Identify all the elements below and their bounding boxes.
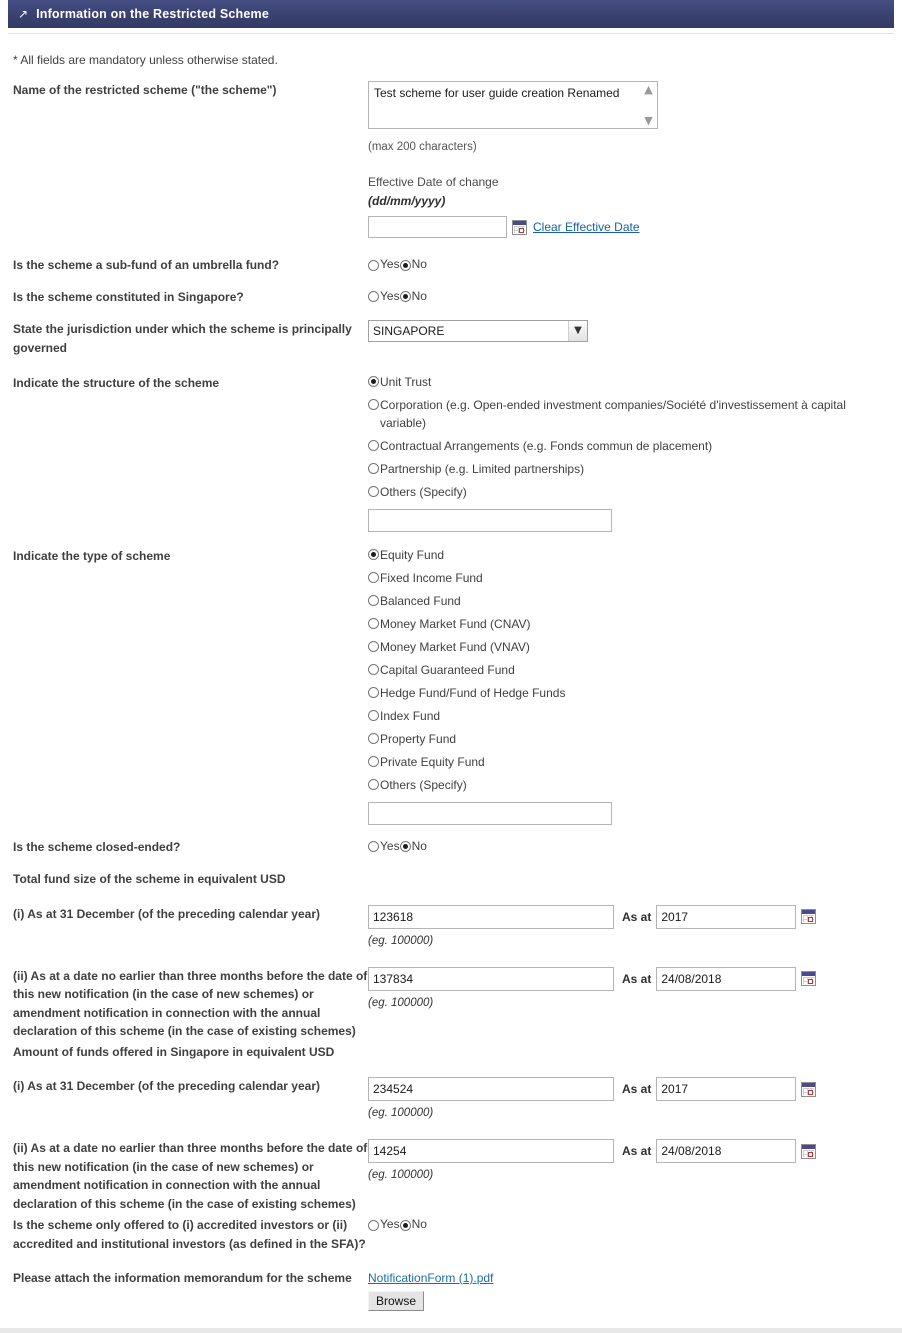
field-row-constituted-sg: [8, 288, 894, 307]
accredited-only-option-yes[interactable]: [368, 1216, 400, 1232]
total-fund-size-heading-row: [8, 870, 894, 889]
radio-circle: [368, 486, 379, 497]
radio-circle: [368, 687, 379, 698]
scheme-type-option-property[interactable]: [368, 731, 894, 749]
scheme-name-max-hint: (max 200 characters): [368, 141, 477, 153]
funds-offered-row-i-inputs: [368, 1077, 894, 1101]
total-fund-size-row-i-label: (i) As at 31 December (of the preceding calendar year): [13, 906, 320, 921]
radio-label: No: [411, 838, 427, 853]
radio-circle: [368, 549, 379, 560]
field-row-scheme-type: [8, 547, 894, 825]
scheme-type-option-index[interactable]: [368, 708, 894, 726]
radio-label: Property Fund: [380, 731, 457, 746]
radio-label: Yes: [380, 838, 400, 853]
arrow-up-right-icon: ↗: [18, 7, 29, 21]
sub-fund-label: Is the scheme a sub-fund of an umbrella fund?: [13, 258, 280, 272]
radio-circle: [368, 463, 379, 474]
radio-circle: [368, 440, 379, 451]
scheme-type-label: Indicate the type of scheme: [13, 548, 171, 563]
scheme-type-option-hedge[interactable]: [368, 685, 894, 703]
calendar-icon[interactable]: [801, 971, 816, 986]
radio-circle: [368, 595, 379, 606]
radio-label: Contractual Arrangements (e.g. Fonds commun de placement): [380, 438, 713, 453]
structure-others-input[interactable]: [368, 509, 612, 532]
scheme-type-option-others[interactable]: [368, 777, 894, 795]
constituted-sg-option-yes[interactable]: [368, 288, 400, 304]
scheme-name-label: Name of the restricted scheme ("the scheme"): [13, 83, 277, 97]
radio-circle: [368, 572, 379, 583]
radio-circle: [368, 779, 379, 790]
attached-file-link[interactable]: NotificationForm (1).pdf: [368, 1271, 494, 1285]
funds-offered-row-ii-inputs: [368, 1139, 894, 1163]
radio-label: Money Market Fund (CNAV): [380, 616, 531, 631]
field-row-accredited-only: [8, 1216, 894, 1253]
radio-label: Fixed Income Fund: [380, 570, 483, 585]
structure-option-others[interactable]: [368, 484, 894, 502]
funds-offered-hint-i: (eg. 100000): [368, 1107, 434, 1119]
funds-offered-row-i-label: (i) As at 31 December (of the preceding calendar year): [13, 1079, 320, 1093]
constituted-sg-option-no[interactable]: [400, 288, 427, 304]
field-row-structure: [8, 374, 894, 532]
radio-circle: [400, 291, 411, 302]
structure-option-partnership[interactable]: [368, 461, 894, 479]
scheme-type-option-private-equity[interactable]: [368, 754, 894, 772]
radio-circle: [400, 260, 411, 271]
radio-label: Balanced Fund: [380, 593, 461, 608]
scheme-name-textarea-wrap: [368, 81, 658, 134]
radio-circle: [368, 291, 379, 302]
mandatory-fields-note: * All fields are mandatory unless otherwise stated.: [13, 53, 278, 67]
radio-label: Yes: [380, 257, 400, 271]
field-row-sub-fund: [8, 256, 894, 275]
funds-offered-heading-row: [8, 1043, 894, 1062]
total-fund-size-row-ii-inputs: [368, 967, 894, 991]
radio-circle: [400, 841, 411, 852]
radio-label: Index Fund: [380, 708, 441, 723]
scheme-name-input[interactable]: [368, 81, 658, 129]
accredited-only-label: Is the scheme only offered to (i) accredited investors or (ii) accredited and institutional investors (as defined in the SFA)?: [13, 1218, 366, 1251]
calendar-icon[interactable]: [801, 1082, 816, 1097]
radio-circle: [368, 664, 379, 675]
total-fund-size-asat-i[interactable]: [656, 905, 796, 929]
total-fund-size-asat-ii[interactable]: [656, 967, 796, 991]
as-at-label: As at: [622, 1144, 652, 1158]
jurisdiction-select[interactable]: [368, 320, 588, 342]
scheme-type-option-mmf-cnav[interactable]: [368, 616, 894, 634]
form-body: [8, 34, 894, 1311]
field-row-jurisdiction: [8, 320, 894, 357]
radio-label: Partnership (e.g. Limited partnerships): [380, 461, 585, 476]
structure-option-contractual[interactable]: [368, 438, 894, 456]
closed-ended-option-yes[interactable]: [368, 838, 400, 854]
structure-radio-group: [368, 374, 894, 501]
sub-fund-radio-group: [368, 256, 894, 272]
structure-option-corporation[interactable]: [368, 397, 894, 432]
bottom-strip: [0, 1328, 902, 1333]
funds-offered-row-ii-label: (ii) As at a date no earlier than three months before the date of this new notification (in the case of new schemes) or amendment notification in connection with the annual declaration of this scheme (in the case of existing schemes): [13, 1141, 368, 1211]
sub-fund-option-yes[interactable]: [368, 256, 400, 272]
total-fund-size-heading: Total fund size of the scheme in equivalent USD: [13, 872, 286, 886]
funds-offered-asat-ii[interactable]: [656, 1139, 796, 1163]
jurisdiction-select-wrap: [368, 320, 588, 342]
radio-circle: [368, 641, 379, 652]
total-fund-size-row-ii: [8, 967, 894, 1041]
radio-label: Others (Specify): [380, 484, 467, 499]
radio-circle: [368, 710, 379, 721]
radio-label: Yes: [380, 288, 400, 303]
section-header: [8, 0, 894, 28]
scheme-type-radio-group: [368, 547, 894, 795]
radio-label: Equity Fund: [380, 547, 445, 562]
scroll-up-icon: ▲: [644, 83, 653, 96]
total-fund-size-row-i: [8, 905, 894, 950]
total-fund-size-hint-ii: (eg. 100000): [368, 996, 434, 1009]
radio-label: Yes: [380, 1217, 400, 1231]
clear-effective-date-link[interactable]: Clear Effective Date: [533, 220, 640, 234]
total-fund-size-hint-i: (eg. 100000): [368, 934, 434, 947]
radio-circle: [368, 1220, 379, 1231]
funds-offered-amount-i[interactable]: [368, 1077, 614, 1101]
radio-label: Corporation (e.g. Open-ended investment companies/Société d'investissement à capital variable): [380, 398, 846, 430]
funds-offered-asat-i[interactable]: [656, 1077, 796, 1101]
radio-label: Capital Guaranteed Fund: [380, 662, 515, 677]
closed-ended-radio-group: [368, 838, 894, 854]
funds-offered-hint-ii: (eg. 100000): [368, 1169, 434, 1181]
scheme-type-option-balanced[interactable]: [368, 593, 894, 611]
field-row-closed-ended: [8, 838, 894, 857]
radio-circle: [368, 260, 379, 271]
field-row-attachment: [8, 1269, 894, 1311]
effective-date-line: [368, 210, 894, 238]
sub-fund-option-no[interactable]: [400, 256, 427, 272]
accredited-only-option-no[interactable]: [400, 1216, 427, 1232]
scheme-type-option-mmf-vnav[interactable]: [368, 639, 894, 657]
total-fund-size-row-ii-label: (ii) As at a date no earlier than three months before the date of this new notification (in the case of new schemes) or amendment notification in connection with the annual declaration of this scheme (in the case of existing schemes): [13, 968, 368, 1038]
accredited-only-radio-group: [368, 1216, 894, 1232]
funds-offered-row-i: [8, 1077, 894, 1122]
restricted-scheme-form: [8, 0, 894, 1333]
radio-circle: [368, 376, 379, 387]
constituted-sg-label: Is the scheme constituted in Singapore?: [13, 289, 244, 304]
total-fund-size-amount-ii[interactable]: [368, 967, 614, 991]
field-row-scheme-name: [8, 81, 894, 238]
radio-circle: [368, 841, 379, 852]
jurisdiction-label: State the jurisdiction under which the scheme is principally governed: [13, 322, 352, 355]
radio-label: Others (Specify): [380, 777, 467, 792]
radio-label: Private Equity Fund: [380, 754, 485, 769]
section-header-title: Information on the Restricted Scheme: [36, 7, 269, 21]
chevron-down-icon: ▼: [568, 321, 587, 341]
radio-circle: [400, 1220, 411, 1231]
funds-offered-heading: Amount of funds offered in Singapore in equivalent USD: [13, 1044, 335, 1059]
structure-option-unit-trust[interactable]: [368, 374, 894, 392]
radio-circle: [368, 618, 379, 629]
scheme-type-option-equity[interactable]: [368, 547, 894, 565]
scheme-type-option-capital-guaranteed[interactable]: [368, 662, 894, 680]
attachment-label: Please attach the information memorandum for the scheme: [13, 1271, 352, 1285]
radio-label: No: [411, 288, 427, 303]
structure-label: Indicate the structure of the scheme: [13, 376, 220, 390]
calendar-icon[interactable]: [512, 220, 527, 235]
radio-label: Hedge Fund/Fund of Hedge Funds: [380, 685, 566, 700]
as-at-label: As at: [622, 1082, 652, 1096]
scheme-type-option-fixed-income[interactable]: [368, 570, 894, 588]
closed-ended-label: Is the scheme closed-ended?: [13, 839, 181, 854]
radio-circle: [368, 399, 379, 410]
scroll-down-icon: ▼: [644, 114, 653, 127]
calendar-icon[interactable]: [801, 1144, 816, 1159]
effective-date-label: Effective Date of change: [368, 175, 499, 189]
total-fund-size-amount-i[interactable]: [368, 905, 614, 929]
calendar-icon[interactable]: [801, 909, 816, 924]
closed-ended-option-no[interactable]: [400, 838, 427, 854]
effective-date-input[interactable]: [368, 216, 507, 238]
funds-offered-row-ii: [8, 1139, 894, 1213]
total-fund-size-row-i-inputs: [368, 905, 894, 929]
radio-label: No: [411, 257, 427, 271]
as-at-label: As at: [622, 971, 652, 986]
radio-label: Money Market Fund (VNAV): [380, 639, 530, 654]
radio-label: No: [411, 1217, 427, 1231]
radio-label: Unit Trust: [380, 375, 432, 389]
funds-offered-amount-ii[interactable]: [368, 1139, 614, 1163]
as-at-label: As at: [622, 909, 652, 924]
radio-circle: [368, 756, 379, 767]
effective-date-format-hint: (dd/mm/yyyy): [368, 194, 446, 208]
constituted-sg-radio-group: [368, 288, 894, 304]
scheme-type-others-input[interactable]: [368, 802, 612, 825]
browse-button[interactable]: Browse: [368, 1291, 424, 1311]
radio-circle: [368, 733, 379, 744]
